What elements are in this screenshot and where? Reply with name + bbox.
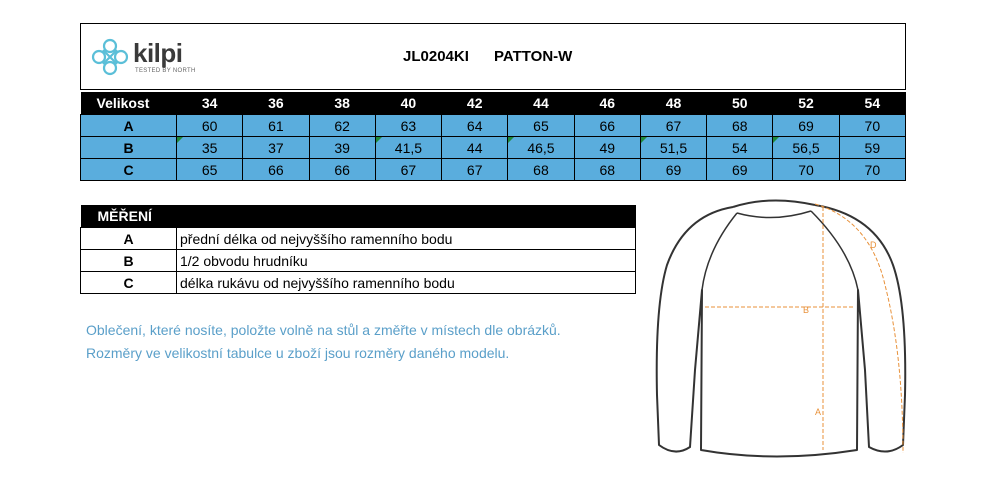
table-cell [508,137,574,159]
table-cell: 70 [839,159,905,181]
label-a: A [815,407,822,417]
table-cell: 62 [309,115,375,137]
table-cell: 70 [773,159,839,181]
logo-wordmark: kilpi [133,38,183,68]
table-row [81,272,636,294]
size-header-cell: 40 [375,92,441,115]
table-row [81,228,636,250]
table-row [81,159,906,181]
table-row [81,115,906,137]
comment-marker-icon [177,137,183,143]
measure-desc: přední délka od nejvyššího ramenního bodu [177,228,636,250]
table-cell: 66 [243,159,309,181]
table-cell: 65 [508,115,574,137]
measure-header-blank [177,205,636,228]
measure-desc: 1/2 obvodu hrudníku [177,250,636,272]
collar-outline [733,200,815,207]
measure-header-row [81,205,636,228]
table-cell: 64 [442,115,508,137]
table-cell: 59 [839,137,905,159]
size-header-cell: 46 [574,92,640,115]
cell-value: 41,5 [394,139,423,156]
size-header-cell: 36 [243,92,309,115]
table-cell: 37 [243,137,309,159]
size-header-cell: 48 [640,92,706,115]
cell-value: 51,5 [659,139,688,156]
table-cell: 69 [707,159,773,181]
table-cell: 67 [640,115,706,137]
size-header-cell: 44 [508,92,574,115]
measure-label: A [81,228,177,250]
knot-logo-icon [91,38,129,76]
measure-line-d [815,204,903,453]
label-b: B [803,305,810,315]
label-d: D [870,240,877,250]
logo-tagline: TESTED BY NORTH [135,68,196,74]
size-header-cell: 42 [442,92,508,115]
table-cell [773,137,839,159]
size-table [80,92,906,181]
measure-label: C [81,272,177,294]
measure-instructions: Oblečení, které nosíte, položte volně na stůl a změřte v místech dle obrázků. [86,322,561,338]
size-header-cell: 38 [309,92,375,115]
size-header-cell: 52 [773,92,839,115]
table-row [81,137,906,159]
table-row [81,250,636,272]
table-cell: 60 [177,115,243,137]
kilpi-logo [91,36,201,80]
comment-marker-icon [376,137,382,143]
table-cell: 66 [309,159,375,181]
table-cell: 66 [574,115,640,137]
sweater-diagram [645,195,925,470]
table-cell [177,137,243,159]
row-label: B [81,137,177,159]
measure-title: MĚŘENÍ [81,205,177,228]
product-model: PATTON-W [494,48,573,65]
measure-desc: délka rukávu od nejvyššího ramenního bodu [177,272,636,294]
comment-marker-icon [773,137,779,143]
table-cell: 65 [177,159,243,181]
table-cell: 49 [574,137,640,159]
cell-value: 46,5 [527,139,555,156]
table-cell: 68 [707,115,773,137]
row-label: C [81,159,177,181]
table-cell: 70 [839,115,905,137]
table-cell [375,137,441,159]
raglan-seam-left [702,213,737,290]
row-label: A [81,115,177,137]
measure-table [80,205,636,294]
table-cell: 68 [574,159,640,181]
cell-value: 56,5 [792,139,820,156]
table-cell: 54 [707,137,773,159]
comment-marker-icon [508,137,514,143]
comment-marker-icon [641,137,647,143]
table-cell: 44 [442,137,508,159]
table-cell: 67 [375,159,441,181]
size-header-row [81,92,906,115]
table-cell: 69 [773,115,839,137]
table-cell: 68 [508,159,574,181]
collar-inner [737,211,811,218]
size-header-cell: 34 [177,92,243,115]
table-cell: 61 [243,115,309,137]
table-cell: 69 [640,159,706,181]
measure-label: B [81,250,177,272]
table-cell: 67 [442,159,508,181]
product-code: JL0204KI [403,48,469,65]
cell-value: 35 [201,139,218,156]
size-corner-label: Velikost [81,92,177,115]
table-cell: 63 [375,115,441,137]
header-box [80,23,906,90]
size-header-cell: 50 [707,92,773,115]
table-cell: 39 [309,137,375,159]
model-note: Rozměry ve velikostní tabulce u zboží jsou rozměry daného modelu. [86,345,510,361]
table-cell [640,137,706,159]
size-header-cell: 54 [839,92,905,115]
raglan-seam-right [811,211,858,290]
